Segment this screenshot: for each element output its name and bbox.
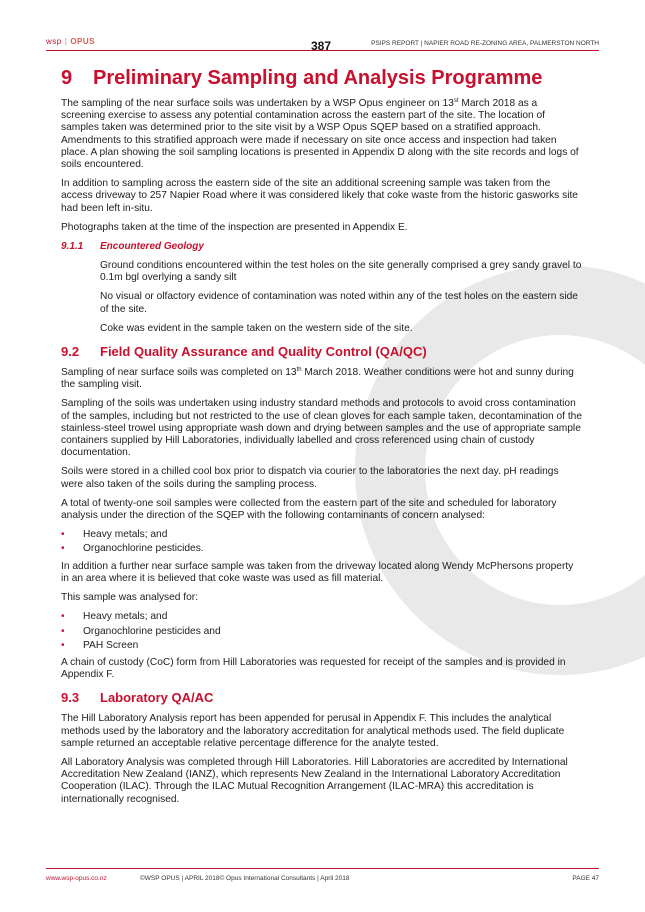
section-number: 9 [61, 67, 73, 89]
page-stamp: 387 [311, 39, 332, 53]
list-item: • Heavy metals; and [61, 529, 168, 541]
section-number: 9.2 [61, 344, 80, 360]
section-title: Encountered Geology [100, 241, 204, 253]
paragraph: Photographs taken at the time of the inspection are presented in Appendix E. [61, 221, 408, 233]
paragraph: A total of twenty-one soil samples were collected from the eastern part of the site and scheduled for laboratory analysis under the direction of the SQEP with the following contaminants of concern analysed: [61, 497, 557, 522]
section-9-heading [61, 66, 583, 90]
paragraph: All Laboratory Analysis was completed through Hill Laboratories. Hill Laboratories are accredited by International Accreditation New Zealand (IANZ), which represents New Zealand in the International Laboratory Accreditation Cooperation (ILAC). Through the ILAC Mutual Recognition Arrangement (ILAC-MRA) this accreditation is internationally recognised. [61, 756, 568, 805]
logo-opus: OPUS [70, 37, 95, 46]
list-item: • PAH Screen [61, 639, 139, 651]
list-item: • Organochlorine pesticides. [61, 543, 204, 555]
paragraph: Sampling of the soils was undertaken using industry standard methods and protocols to avoid cross contamination of the samples, including but not restricted to the use of clean gloves for each sample taken, decontamination of the stainless-steel trowel using appropriate wash down and drying between samples and the use of appropriate sample containers supplied by Hill Laboratories, individually labelled and cross referenced using chain of custody documentation. [61, 398, 583, 459]
footer-website-link[interactable]: www.wsp-opus.co.nz [46, 875, 107, 882]
list-item: • Organochlorine pesticides and [61, 625, 221, 637]
paragraph: Coke was evident in the sample taken on the western side of the site. [100, 322, 413, 334]
paragraph: The sampling of the near surface soils was undertaken by a WSP Opus engineer on 13st March 2018 as a screening exercise to assess any potential contamination across the eastern part of the site. The location of samples taken was determined prior to the site visit by a WSP Opus SQEP based on a stratified approach. Amendments to this stratified approach were made if necessary on site once access and inspection had taken place. A plan showing the soil sampling locations is presented in Appendix D along with the site records and logs of soils encountered. [61, 98, 579, 171]
company-logo: wsp | OPUS [46, 37, 95, 46]
bullet-icon: • [61, 529, 65, 541]
footer-copyright: ©WSP OPUS | APRIL 2018© Opus International Consultants | April 2018 [140, 875, 350, 882]
paragraph: A chain of custody (CoC) form from Hill Laboratories was requested for receipt of the samples and is provided in Appendix F. [61, 656, 566, 681]
paragraph: Soils were stored in a chilled cool box prior to dispatch via courier to the laboratories the next day. pH readings were also taken of the soils during the sampling process. [61, 466, 559, 490]
contaminant-list [61, 529, 583, 555]
paragraph: No visual or olfactory evidence of contamination was noted within any of the test holes on the eastern side of the site. [100, 291, 578, 315]
paragraph: This sample was analysed for: [61, 592, 199, 604]
paragraph: In addition to sampling across the eastern side of the site an additional screening sample was taken from the access driveway to 257 Napier Road where it was considered likely that coke waste from the historic gasworks site had been left in-situ. [61, 178, 578, 214]
header-divider [46, 50, 599, 51]
paragraph: Ground conditions encountered within the test holes on the site generally comprised a grey sandy gravel to 0.1m bgl overlying a sandy silt [100, 260, 582, 284]
bullet-icon: • [61, 625, 65, 637]
paragraph: In addition a further near surface sample was taken from the driveway located along Wendy McPhersons property in an area where it is believed that coke waste was used as fill material. [61, 560, 574, 584]
section-title: Preliminary Sampling and Analysis Programme [93, 67, 543, 89]
section-9-1-1-heading [61, 241, 583, 253]
bullet-icon: • [61, 639, 65, 651]
section-title: Field Quality Assurance and Quality Control (QA/QC) [100, 344, 427, 360]
analysis-list [61, 611, 583, 652]
section-9-3-heading [61, 690, 583, 706]
section-number: 9.3 [61, 690, 80, 706]
footer-divider [46, 868, 599, 869]
report-title: PSIPS REPORT | NAPIER ROAD RE-ZONING AREA, PALMERSTON NORTH [371, 40, 599, 47]
paragraph: The Hill Laboratory Analysis report has been appended for perusal in Appendix F. This includes the analytical methods used by the laboratory and the laboratory accreditation for analytical methods used. The field duplicate sample returned an acceptable relative percentage difference for the analyte tested. [61, 713, 565, 749]
section-title: Laboratory QA/AC [100, 690, 214, 706]
section-number: 9.1.1 [61, 241, 84, 253]
section-9-2-heading [61, 344, 583, 360]
paragraph: Sampling of near surface soils was completed on 13th March 2018. Weather conditions were hot and sunny during the sampling visit. [61, 367, 574, 391]
logo-wsp: wsp [46, 37, 62, 46]
footer-page-number: PAGE 47 [572, 875, 599, 882]
bullet-icon: • [61, 543, 65, 555]
list-item: • Heavy metals; and [61, 611, 168, 623]
bullet-icon: • [61, 611, 65, 623]
document-body [61, 66, 583, 813]
